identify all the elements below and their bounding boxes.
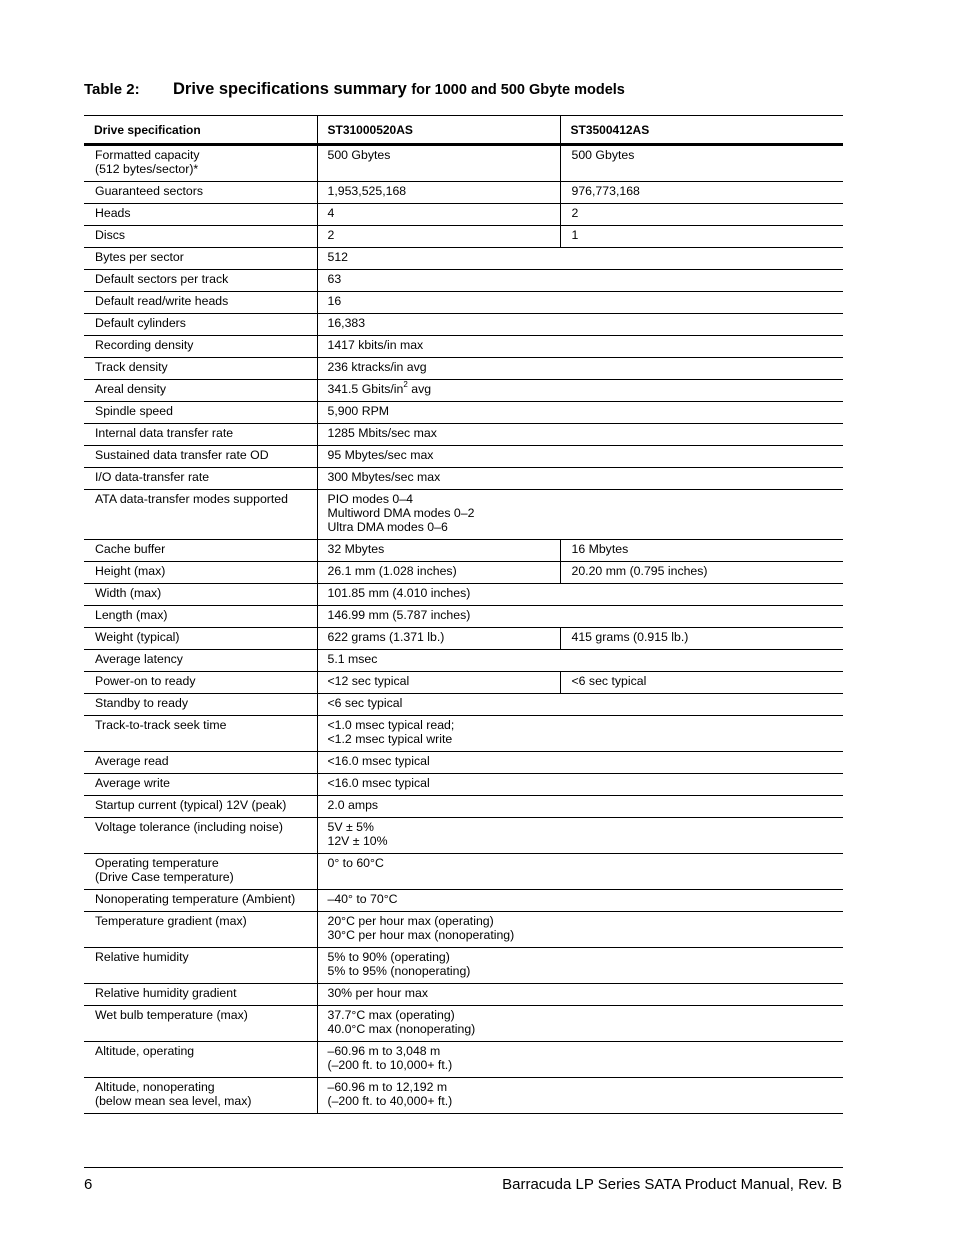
table-row: [84, 248, 843, 270]
table-row: [84, 694, 843, 716]
table-number: Table 2:: [84, 81, 140, 98]
spec-label-cell: Height (max): [84, 562, 317, 584]
table-row: [84, 854, 843, 890]
table-row: [84, 358, 843, 380]
spec-label-cell: Sustained data transfer rate OD: [84, 446, 317, 468]
spec-label-cell: Relative humidity gradient: [84, 984, 317, 1006]
table-row: [84, 314, 843, 336]
spec-value-suffix: avg: [407, 382, 432, 396]
spec-value-cell-st3500412as: 16 Mbytes: [560, 540, 843, 562]
spec-value-cell: 26.1 mm (1.028 inches): [317, 562, 560, 584]
spec-label-cell: Startup current (typical) 12V (peak): [84, 796, 317, 818]
table-row: [84, 948, 843, 984]
spec-label-cell: Internal data transfer rate: [84, 424, 317, 446]
spec-value-cell: 0° to 60°C: [317, 854, 843, 890]
spec-value-cell: 1,953,525,168: [317, 182, 560, 204]
table-row: [84, 204, 843, 226]
spec-value-cell-st3500412as: 415 grams (0.915 lb.): [560, 628, 843, 650]
table-row: [84, 446, 843, 468]
spec-label-cell: Track density: [84, 358, 317, 380]
spec-label-cell: Temperature gradient (max): [84, 912, 317, 948]
table-subtitle: for 1000 and 500 Gbyte models: [411, 82, 625, 98]
table-row: [84, 890, 843, 912]
spec-value-cell: 1417 kbits/in max: [317, 336, 843, 358]
spec-value-cell: 236 ktracks/in avg: [317, 358, 843, 380]
spec-value-cell: 300 Mbytes/sec max: [317, 468, 843, 490]
spec-label-cell: Formatted capacity (512 bytes/sector)*: [84, 145, 317, 182]
spec-value-cell: 5.1 msec: [317, 650, 843, 672]
spec-value-cell: <16.0 msec typical: [317, 752, 843, 774]
table-row: [84, 380, 843, 402]
spec-value-text: 341.5 Gbits/in: [327, 382, 404, 396]
spec-value-cell: 37.7°C max (operating) 40.0°C max (nonoperating): [317, 1006, 843, 1042]
spec-label-cell: Relative humidity: [84, 948, 317, 984]
spec-value-cell: –60.96 m to 3,048 m (–200 ft. to 10,000+ ft.): [317, 1042, 843, 1078]
table-row: [84, 984, 843, 1006]
spec-label-cell: Power-on to ready: [84, 672, 317, 694]
spec-value-cell: –60.96 m to 12,192 m (–200 ft. to 40,000+ ft.): [317, 1078, 843, 1114]
spec-label-cell: Default sectors per track: [84, 270, 317, 292]
spec-label-cell: Standby to ready: [84, 694, 317, 716]
spec-label-cell: Discs: [84, 226, 317, 248]
spec-value-cell: PIO modes 0–4 Multiword DMA modes 0–2 Ultra DMA modes 0–6: [317, 490, 843, 540]
spec-label-cell: Voltage tolerance (including noise): [84, 818, 317, 854]
table-row: [84, 540, 843, 562]
spec-value-cell: 16,383: [317, 314, 843, 336]
spec-label-cell: Areal density: [84, 380, 317, 402]
spec-label-cell: Average latency: [84, 650, 317, 672]
table-row: [84, 336, 843, 358]
table-row: [84, 1042, 843, 1078]
spec-label-cell: Spindle speed: [84, 402, 317, 424]
spec-value-cell: 500 Gbytes: [317, 145, 560, 182]
table-row: [84, 468, 843, 490]
spec-label-cell: Nonoperating temperature (Ambient): [84, 890, 317, 912]
spec-value-cell: <6 sec typical: [317, 694, 843, 716]
spec-label-cell: Track-to-track seek time: [84, 716, 317, 752]
spec-value-cell: 5V ± 5% 12V ± 10%: [317, 818, 843, 854]
spec-value-superscript: 2: [403, 380, 408, 389]
spec-value-cell: 2.0 amps: [317, 796, 843, 818]
table-row: [84, 752, 843, 774]
table-row: [84, 584, 843, 606]
spec-label-cell: Length (max): [84, 606, 317, 628]
table-row: [84, 606, 843, 628]
spec-value-cell: 101.85 mm (4.010 inches): [317, 584, 843, 606]
spec-label-cell: Altitude, operating: [84, 1042, 317, 1078]
spec-value-cell: 30% per hour max: [317, 984, 843, 1006]
header-st3500412as: ST3500412AS: [560, 116, 843, 145]
spec-value-cell: 63: [317, 270, 843, 292]
spec-value-cell: –40° to 70°C: [317, 890, 843, 912]
spec-value-cell: 32 Mbytes: [317, 540, 560, 562]
spec-label-cell: Altitude, nonoperating (below mean sea level, max): [84, 1078, 317, 1114]
table-title: Drive specifications summary: [173, 80, 407, 98]
spec-value-cell-st3500412as: 976,773,168: [560, 182, 843, 204]
spec-label-cell: Operating temperature (Drive Case temperature): [84, 854, 317, 890]
table-caption: [84, 80, 844, 99]
spec-value-cell: 5,900 RPM: [317, 402, 843, 424]
spec-label-cell: Width (max): [84, 584, 317, 606]
table-row: [84, 672, 843, 694]
spec-label-cell: Heads: [84, 204, 317, 226]
spec-label-cell: Bytes per sector: [84, 248, 317, 270]
table-row: [84, 270, 843, 292]
table-row: [84, 818, 843, 854]
spec-label-cell: ATA data-transfer modes supported: [84, 490, 317, 540]
table-row: [84, 226, 843, 248]
table-row: [84, 628, 843, 650]
spec-value-cell: 20°C per hour max (operating) 30°C per hour max (nonoperating): [317, 912, 843, 948]
spec-label-cell: Weight (typical): [84, 628, 317, 650]
table-row: [84, 562, 843, 584]
spec-label-cell: Average write: [84, 774, 317, 796]
spec-label-cell: Default cylinders: [84, 314, 317, 336]
spec-value-cell: 95 Mbytes/sec max: [317, 446, 843, 468]
spec-label-cell: I/O data-transfer rate: [84, 468, 317, 490]
document-title: Barracuda LP Series SATA Product Manual, Rev. B: [502, 1176, 842, 1193]
table-header-row: [84, 116, 843, 145]
spec-value-cell: 16: [317, 292, 843, 314]
table-row: [84, 182, 843, 204]
spec-label-cell: Wet bulb temperature (max): [84, 1006, 317, 1042]
spec-value-cell: 5% to 90% (operating) 5% to 95% (nonoperating): [317, 948, 843, 984]
table-row: [84, 1078, 843, 1114]
header-drive-specification: Drive specification: [84, 116, 317, 145]
table-row: [84, 402, 843, 424]
table-row: [84, 796, 843, 818]
footer-divider: [84, 1167, 843, 1168]
table-row: [84, 716, 843, 752]
table-row: [84, 490, 843, 540]
spec-value-cell: <1.0 msec typical read; <1.2 msec typical write: [317, 716, 843, 752]
table-row: [84, 1006, 843, 1042]
spec-value-cell: 1285 Mbits/sec max: [317, 424, 843, 446]
spec-label-cell: Average read: [84, 752, 317, 774]
spec-value-cell: 4: [317, 204, 560, 226]
spec-value-cell: <12 sec typical: [317, 672, 560, 694]
header-st31000520as: ST31000520AS: [317, 116, 560, 145]
spec-label-cell: Default read/write heads: [84, 292, 317, 314]
table-row: [84, 774, 843, 796]
page-number: 6: [84, 1176, 93, 1193]
spec-label-cell: Cache buffer: [84, 540, 317, 562]
spec-label-cell: Recording density: [84, 336, 317, 358]
drive-specifications-table: [84, 115, 843, 1114]
spec-value-cell: <16.0 msec typical: [317, 774, 843, 796]
table-row: [84, 292, 843, 314]
spec-value-cell-st3500412as: 20.20 mm (0.795 inches): [560, 562, 843, 584]
spec-value-cell: [317, 380, 843, 402]
spec-label-cell: Guaranteed sectors: [84, 182, 317, 204]
spec-value-cell: 512: [317, 248, 843, 270]
spec-value-cell: 2: [317, 226, 560, 248]
table-row: [84, 650, 843, 672]
spec-value-cell: 622 grams (1.371 lb.): [317, 628, 560, 650]
table-row: [84, 145, 843, 182]
table-body: [84, 145, 843, 1114]
table-row: [84, 424, 843, 446]
table-row: [84, 912, 843, 948]
spec-value-cell-st3500412as: 1: [560, 226, 843, 248]
spec-value-cell-st3500412as: 2: [560, 204, 843, 226]
spec-value-cell-st3500412as: 500 Gbytes: [560, 145, 843, 182]
spec-value-cell-st3500412as: <6 sec typical: [560, 672, 843, 694]
spec-value-cell: 146.99 mm (5.787 inches): [317, 606, 843, 628]
